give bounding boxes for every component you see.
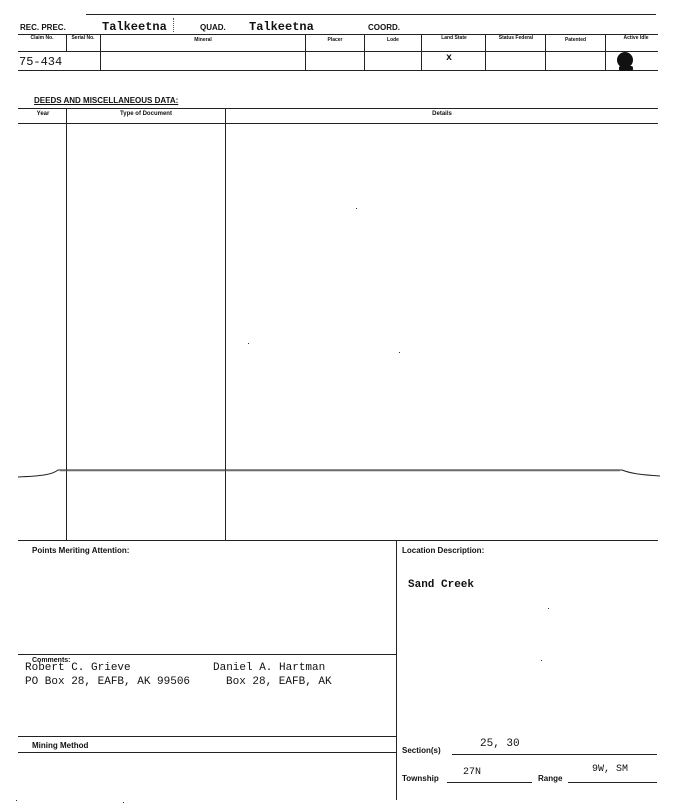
township-label: Township [402, 774, 439, 783]
points-label: Points Meriting Attention: [32, 546, 130, 555]
comments-left-line1: Robert C. Grieve [25, 662, 131, 674]
header-top-rule [86, 14, 656, 15]
rec-prec-value: Talkeetna [102, 20, 167, 34]
active-status-dot-base [619, 66, 633, 71]
claim-table-header-bottom [18, 51, 658, 52]
speck [399, 352, 400, 353]
speck [541, 660, 542, 661]
mining-top-rule [18, 736, 396, 737]
deeds-col-type: Type of Document [120, 111, 172, 117]
quad-value: Talkeetna [249, 20, 314, 34]
location-value: Sand Creek [408, 579, 475, 591]
col-serial-no: Serial No. [71, 35, 95, 41]
col-mineral: Mineral [194, 37, 212, 43]
comments-top-rule [18, 654, 396, 655]
col-claim-no: Claim No. [30, 35, 54, 41]
deeds-title: DEEDS AND MISCELLANEOUS DATA: [34, 96, 179, 105]
claim-no-value: 75-434 [19, 55, 63, 69]
speck [248, 343, 249, 344]
header-divider [173, 18, 174, 32]
claim-table-bottom [18, 70, 658, 71]
col-patented: Patented [564, 37, 587, 43]
deeds-col-details: Details [432, 111, 452, 117]
range-underline [568, 782, 657, 783]
col-status-federal: Status Federal [498, 35, 534, 41]
range-label: Range [538, 774, 563, 783]
land-status-mark: x [446, 53, 453, 64]
sections-label: Section(s) [402, 746, 441, 755]
location-label: Location Description: [402, 546, 485, 555]
sections-value: 25, 30 [480, 738, 520, 750]
township-value: 27N [463, 767, 482, 778]
comments-label: Comments: [32, 657, 71, 664]
bottom-center-divider [396, 540, 397, 800]
range-value: 9W, SM [592, 764, 629, 775]
coord-label: COORD. [368, 23, 400, 32]
speck [123, 802, 124, 803]
claim-table-top [18, 34, 658, 35]
comments-right-line2: Box 28, EAFB, AK [226, 676, 332, 688]
col-lode: Lode [387, 37, 399, 43]
comments-right-line1: Daniel A. Hartman [213, 662, 326, 674]
mining-label: Mining Method [32, 741, 89, 750]
comments-left-line2: PO Box 28, EAFB, AK 99506 [25, 676, 191, 688]
rec-prec-label: REC. PREC. [20, 23, 66, 32]
col-div-8 [605, 34, 606, 70]
col-div-5 [421, 34, 422, 70]
township-underline [447, 782, 532, 783]
col-placer: Placer [327, 37, 343, 43]
col-land-status: Land State [441, 35, 467, 41]
speck [16, 800, 17, 801]
col-active-idle: Active Idle [623, 35, 649, 41]
col-div-6 [485, 34, 486, 70]
bottom-top-rule [18, 540, 658, 541]
speck [356, 208, 357, 209]
deeds-header-bottom [18, 123, 658, 124]
sections-underline [452, 754, 657, 755]
speck [548, 608, 549, 609]
paper-fold-line [0, 462, 678, 486]
deeds-header-top [18, 108, 658, 109]
quad-label: QUAD. [200, 23, 226, 32]
deeds-col-year: Year [36, 111, 50, 117]
mining-label-rule [18, 752, 396, 753]
